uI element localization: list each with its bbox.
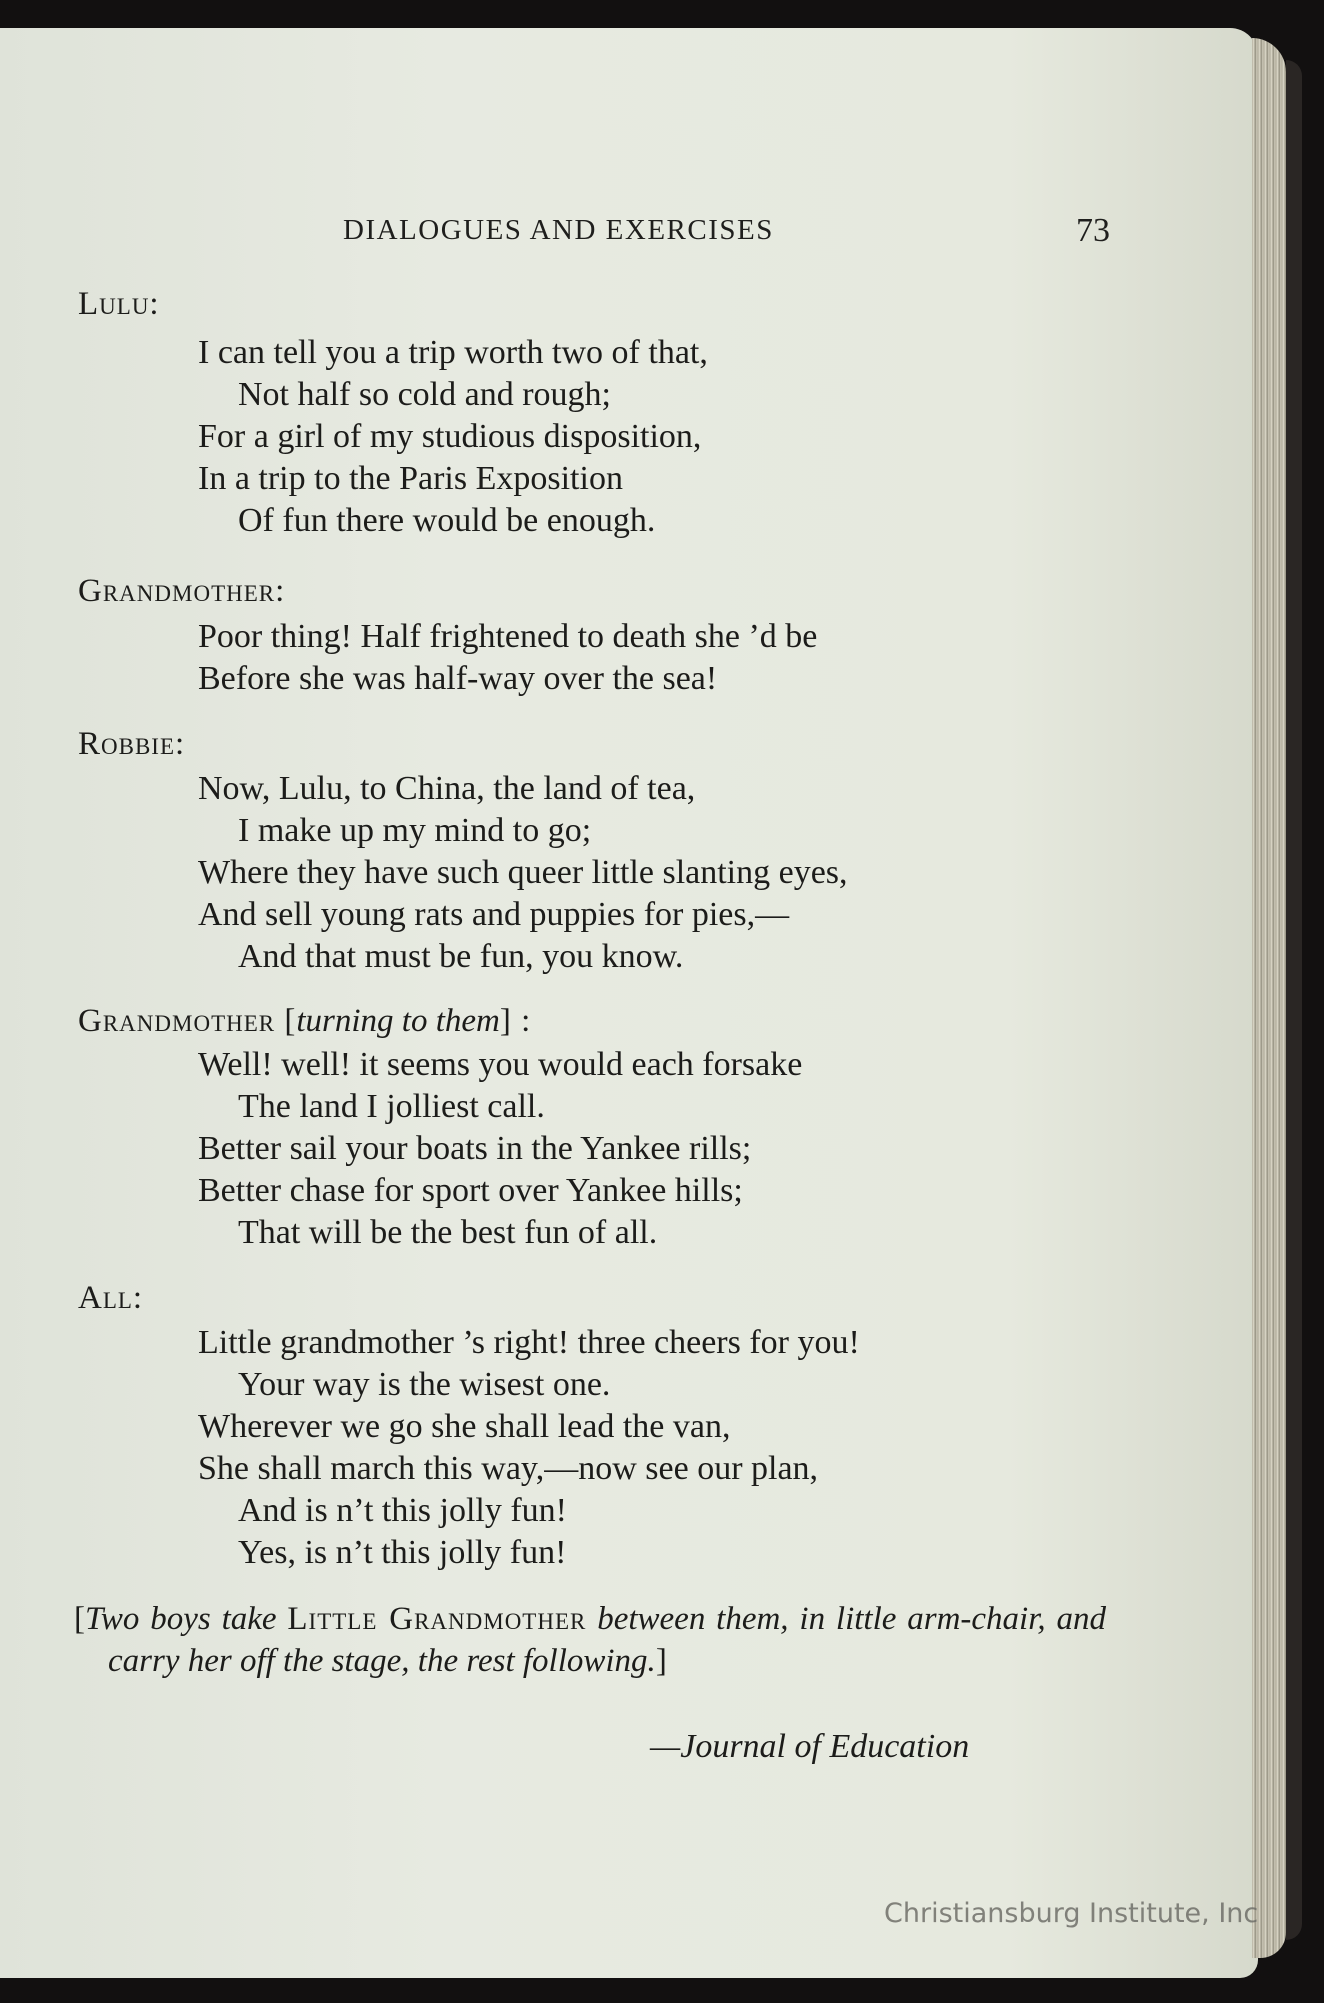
speaker-label-with-direction: [78, 1003, 531, 1040]
character-name: Little Grandmother: [287, 1601, 587, 1637]
verse-line: Better sail your boats in the Yankee rills;: [198, 1130, 752, 1167]
page-edges: [1252, 38, 1286, 1958]
verse-line: Poor thing! Half frightened to death she ’d be: [198, 618, 818, 655]
verse-line: Your way is the wisest one.: [238, 1366, 611, 1403]
speaker-suffix: :: [521, 1003, 532, 1039]
verse-line: The land I jolliest call.: [238, 1088, 545, 1125]
verse-line: In a trip to the Paris Exposition: [198, 460, 623, 497]
bracket-open: [: [74, 1601, 85, 1637]
closing-stage-direction: [74, 1598, 1106, 1682]
verse-line: Well! well! it seems you would each forsake: [198, 1046, 803, 1083]
verse-line: She shall march this way,—now see our plan,: [198, 1450, 819, 1487]
speaker-label: Robbie:: [78, 726, 186, 762]
watermark: Christiansburg Institute, Inc: [884, 1898, 1259, 1929]
book-spine-shadow: [1286, 60, 1302, 1940]
source-citation: —Journal of Education: [650, 1728, 970, 1765]
page-number: 73: [1076, 212, 1110, 249]
verse-line: Little grandmother ’s right! three cheers for you!: [198, 1324, 860, 1361]
verse-line: And sell young rats and puppies for pies,—: [198, 896, 790, 933]
verse-line: I make up my mind to go;: [238, 812, 592, 849]
speaker-name: Grandmother: [78, 1003, 276, 1039]
verse-line: Wherever we go she shall lead the van,: [198, 1408, 731, 1445]
bracket-close: ]: [499, 1003, 512, 1039]
speaker-label: Lulu:: [78, 286, 160, 322]
verse-line: Where they have such queer little slanting eyes,: [198, 854, 848, 891]
speaker-label: All:: [78, 1280, 144, 1316]
bracket-open: [: [284, 1003, 297, 1039]
book-page: [0, 28, 1258, 1978]
verse-line: That will be the best fun of all.: [238, 1214, 658, 1251]
verse-line: Yes, is n’t this jolly fun!: [238, 1534, 567, 1571]
page-header: [0, 214, 1258, 254]
verse-line: Before she was half-way over the sea!: [198, 660, 718, 697]
direction-text: Two boys take: [85, 1601, 277, 1637]
verse-line: Of fun there would be enough.: [238, 502, 656, 539]
verse-line: Not half so cold and rough;: [238, 376, 611, 413]
verse-line: For a girl of my studious disposition,: [198, 418, 702, 455]
verse-line: I can tell you a trip worth two of that,: [198, 334, 708, 371]
running-title: DIALOGUES AND EXERCISES: [343, 214, 774, 246]
bracket-close: ]: [655, 1643, 667, 1679]
speaker-label: Grandmother:: [78, 573, 286, 609]
verse-line: And is n’t this jolly fun!: [238, 1492, 567, 1529]
stage-direction: turning to them: [296, 1003, 500, 1039]
verse-line: Now, Lulu, to China, the land of tea,: [198, 770, 696, 807]
verse-line: Better chase for sport over Yankee hills;: [198, 1172, 743, 1209]
direction-text: between them, in little arm-chair, and carry her off the stage, the rest following.: [108, 1601, 1106, 1679]
verse-line: And that must be fun, you know.: [238, 938, 684, 975]
